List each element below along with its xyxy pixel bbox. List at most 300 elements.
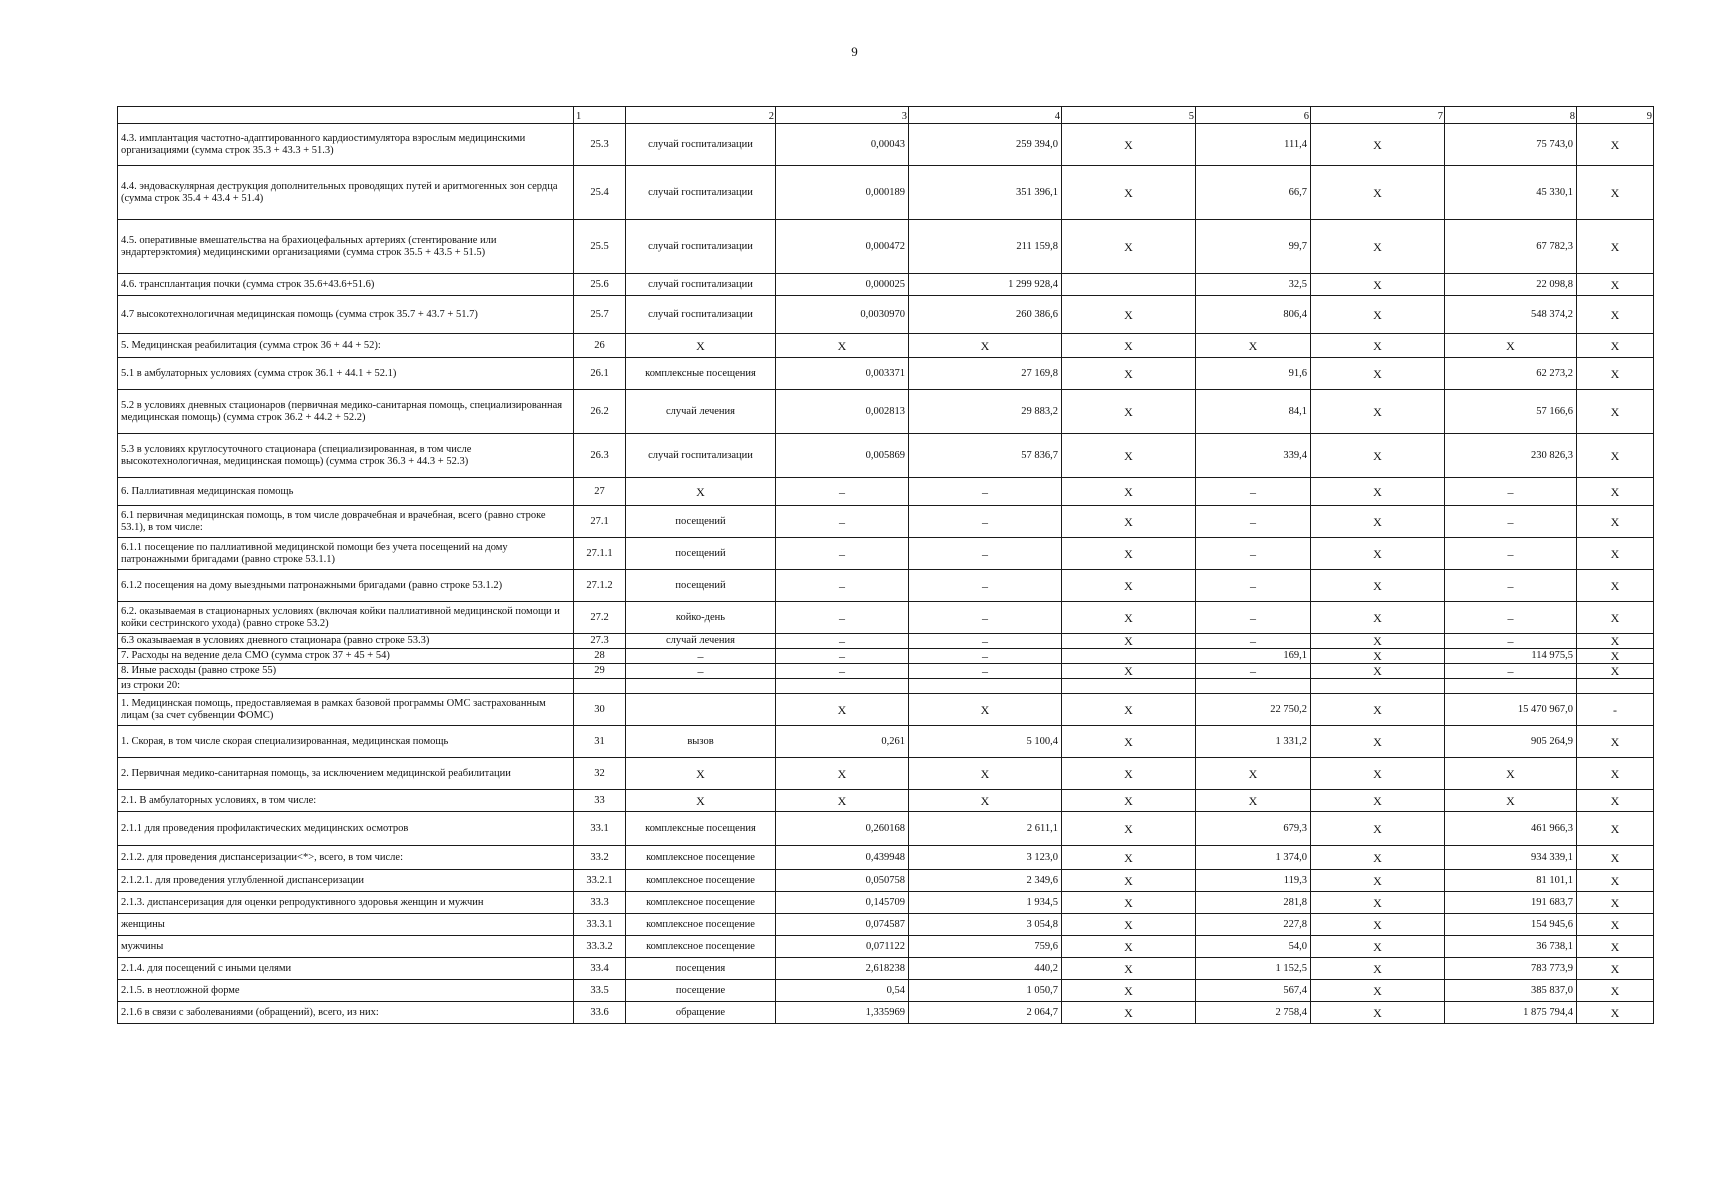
row-col4-cell: [909, 679, 1062, 694]
row-col6-cell: 1 374,0: [1196, 846, 1311, 870]
column-header: 3: [776, 107, 909, 124]
row-unit-cell: посещений: [626, 538, 776, 570]
row-col9-cell: Х: [1577, 870, 1654, 892]
row-name-cell: 5.3 в условиях круглосуточного стационара (специализированная, в том числе высокотехнологичная, медицинская помощь) (сумма строк 36.3 + 44.3 + 52.3): [118, 434, 574, 478]
row-col7-cell: Х: [1311, 846, 1445, 870]
row-name-cell: 2.1.1 для проведения профилактических медицинских осмотров: [118, 812, 574, 846]
row-col8-cell: 385 837,0: [1445, 980, 1577, 1002]
row-col7-cell: Х: [1311, 602, 1445, 634]
row-col9-cell: Х: [1577, 980, 1654, 1002]
row-col4-cell: 29 883,2: [909, 390, 1062, 434]
row-col7-cell: Х: [1311, 870, 1445, 892]
row-code-cell: 27.2: [574, 602, 626, 634]
row-code-cell: 27.1: [574, 506, 626, 538]
row-col9-cell: -: [1577, 694, 1654, 726]
row-name-cell: 1. Скорая, в том числе скорая специализированная, медицинская помощь: [118, 726, 574, 758]
row-col4-cell: Х: [909, 758, 1062, 790]
row-col3-cell: Х: [776, 758, 909, 790]
table-row: [118, 679, 1654, 694]
table-row: [118, 870, 1654, 892]
row-code-cell: 27.1.1: [574, 538, 626, 570]
row-unit-cell: комплексное посещение: [626, 870, 776, 892]
row-code-cell: 33.6: [574, 1002, 626, 1024]
row-col9-cell: Х: [1577, 758, 1654, 790]
row-col8-cell: –: [1445, 664, 1577, 679]
row-col8-cell: 191 683,7: [1445, 892, 1577, 914]
column-header: 1: [574, 107, 626, 124]
column-header: 4: [909, 107, 1062, 124]
row-col4-cell: 1 050,7: [909, 980, 1062, 1002]
row-col5-cell: Х: [1062, 434, 1196, 478]
row-col6-cell: 54,0: [1196, 936, 1311, 958]
row-col8-cell: –: [1445, 506, 1577, 538]
row-col3-cell: –: [776, 570, 909, 602]
row-col3-cell: –: [776, 478, 909, 506]
row-col8-cell: Х: [1445, 334, 1577, 358]
column-header: 5: [1062, 107, 1196, 124]
row-col3-cell: –: [776, 649, 909, 664]
table-row: [118, 958, 1654, 980]
row-col9-cell: Х: [1577, 812, 1654, 846]
row-name-cell: 2.1.3. диспансеризация для оценки репродуктивного здоровья женщин и мужчин: [118, 892, 574, 914]
row-col4-cell: 27 169,8: [909, 358, 1062, 390]
row-col5-cell: Х: [1062, 936, 1196, 958]
row-col3-cell: –: [776, 602, 909, 634]
row-col8-cell: Х: [1445, 790, 1577, 812]
row-col3-cell: 0,050758: [776, 870, 909, 892]
row-col3-cell: 0,54: [776, 980, 909, 1002]
row-col9-cell: Х: [1577, 846, 1654, 870]
row-col9-cell: Х: [1577, 358, 1654, 390]
row-unit-cell: комплексное посещение: [626, 846, 776, 870]
row-col7-cell: [1311, 679, 1445, 694]
table-row: [118, 390, 1654, 434]
row-unit-cell: случай госпитализации: [626, 274, 776, 296]
row-col7-cell: Х: [1311, 334, 1445, 358]
row-name-cell: 2.1. В амбулаторных условиях, в том числе:: [118, 790, 574, 812]
row-col3-cell: Х: [776, 790, 909, 812]
row-col5-cell: Х: [1062, 958, 1196, 980]
row-col8-cell: 62 273,2: [1445, 358, 1577, 390]
table-row: [118, 220, 1654, 274]
row-code-cell: 25.3: [574, 124, 626, 166]
row-name-cell: 6. Паллиативная медицинская помощь: [118, 478, 574, 506]
row-code-cell: 25.5: [574, 220, 626, 274]
row-name-cell: 2.1.2.1. для проведения углубленной диспансеризации: [118, 870, 574, 892]
row-col4-cell: 2 064,7: [909, 1002, 1062, 1024]
row-col5-cell: Х: [1062, 570, 1196, 602]
row-name-cell: 2.1.4. для посещений с иными целями: [118, 958, 574, 980]
column-header: 7: [1311, 107, 1445, 124]
row-unit-cell: посещение: [626, 980, 776, 1002]
table-row: [118, 726, 1654, 758]
row-col7-cell: Х: [1311, 220, 1445, 274]
row-name-cell: 8. Иные расходы (равно строке 55): [118, 664, 574, 679]
row-unit-cell: комплексное посещение: [626, 936, 776, 958]
row-unit-cell: случай госпитализации: [626, 220, 776, 274]
row-col9-cell: Х: [1577, 649, 1654, 664]
row-col7-cell: Х: [1311, 570, 1445, 602]
row-code-cell: 33.1: [574, 812, 626, 846]
row-name-cell: 6.1.2 посещения на дому выездными патронажными бригадами (равно строке 53.1.2): [118, 570, 574, 602]
row-col9-cell: Х: [1577, 334, 1654, 358]
row-col8-cell: 15 470 967,0: [1445, 694, 1577, 726]
table-row: [118, 649, 1654, 664]
row-name-cell: 2.1.5. в неотложной форме: [118, 980, 574, 1002]
row-col3-cell: 0,00043: [776, 124, 909, 166]
row-col7-cell: Х: [1311, 166, 1445, 220]
row-unit-cell: Х: [626, 758, 776, 790]
table-row: [118, 334, 1654, 358]
row-name-cell: 2. Первичная медико-санитарная помощь, за исключением медицинской реабилитации: [118, 758, 574, 790]
column-header: 2: [626, 107, 776, 124]
row-col3-cell: 0,439948: [776, 846, 909, 870]
row-col3-cell: 0,0030970: [776, 296, 909, 334]
row-col8-cell: 154 945,6: [1445, 914, 1577, 936]
row-col4-cell: 260 386,6: [909, 296, 1062, 334]
row-col3-cell: Х: [776, 694, 909, 726]
row-col5-cell: Х: [1062, 124, 1196, 166]
row-col6-cell: 1 331,2: [1196, 726, 1311, 758]
row-col4-cell: 759,6: [909, 936, 1062, 958]
row-col7-cell: Х: [1311, 538, 1445, 570]
row-col6-cell: –: [1196, 634, 1311, 649]
row-name-cell: 2.1.6 в связи с заболеваниями (обращений), всего, из них:: [118, 1002, 574, 1024]
row-col4-cell: Х: [909, 694, 1062, 726]
row-col7-cell: Х: [1311, 506, 1445, 538]
row-name-cell: 7. Расходы на ведение дела СМО (сумма строк 37 + 45 + 54): [118, 649, 574, 664]
row-col3-cell: [776, 679, 909, 694]
row-unit-cell: посещений: [626, 570, 776, 602]
table-row: [118, 936, 1654, 958]
row-col9-cell: Х: [1577, 726, 1654, 758]
row-code-cell: 32: [574, 758, 626, 790]
row-col7-cell: Х: [1311, 694, 1445, 726]
row-unit-cell: вызов: [626, 726, 776, 758]
row-code-cell: 30: [574, 694, 626, 726]
row-name-cell: 4.5. оперативные вмешательства на брахиоцефальных артериях (стентирование или эндартерэктомия) медицинскими организациями (сумма строк 35.5 + 43.5 + 51.5): [118, 220, 574, 274]
table-row: [118, 478, 1654, 506]
row-code-cell: [574, 679, 626, 694]
table-row: [118, 1002, 1654, 1024]
row-col9-cell: Х: [1577, 1002, 1654, 1024]
row-col8-cell: 114 975,5: [1445, 649, 1577, 664]
row-col6-cell: –: [1196, 478, 1311, 506]
row-unit-cell: случай госпитализации: [626, 434, 776, 478]
row-col9-cell: [1577, 679, 1654, 694]
row-col3-cell: 1,335969: [776, 1002, 909, 1024]
row-name-cell: 6.3 оказываемая в условиях дневного стационара (равно строке 53.3): [118, 634, 574, 649]
row-col7-cell: Х: [1311, 958, 1445, 980]
row-col5-cell: Х: [1062, 694, 1196, 726]
row-code-cell: 25.7: [574, 296, 626, 334]
table-row: [118, 602, 1654, 634]
row-name-cell: 6.1.1 посещение по паллиативной медицинской помощи без учета посещений на дому патронажными бригадами (равно строке 53.1.1): [118, 538, 574, 570]
row-name-cell: 4.3. имплантация частотно-адаптированного кардиостимулятора взрослым медицинскими организациями (сумма строк 35.3 + 43.3 + 51.3): [118, 124, 574, 166]
row-col3-cell: 0,000025: [776, 274, 909, 296]
row-col6-cell: [1196, 679, 1311, 694]
row-col9-cell: Х: [1577, 634, 1654, 649]
row-code-cell: 26.1: [574, 358, 626, 390]
table-row: [118, 694, 1654, 726]
row-col6-cell: –: [1196, 664, 1311, 679]
row-col5-cell: Х: [1062, 220, 1196, 274]
row-unit-cell: обращение: [626, 1002, 776, 1024]
row-col4-cell: 2 349,6: [909, 870, 1062, 892]
row-col5-cell: [1062, 649, 1196, 664]
row-col9-cell: Х: [1577, 390, 1654, 434]
row-col5-cell: Х: [1062, 296, 1196, 334]
row-col3-cell: –: [776, 634, 909, 649]
row-col5-cell: Х: [1062, 914, 1196, 936]
row-col4-cell: –: [909, 538, 1062, 570]
row-name-cell: из строки 20:: [118, 679, 574, 694]
table-row: [118, 570, 1654, 602]
row-code-cell: 26.2: [574, 390, 626, 434]
row-col7-cell: Х: [1311, 649, 1445, 664]
row-col7-cell: Х: [1311, 812, 1445, 846]
row-col5-cell: Х: [1062, 758, 1196, 790]
row-col4-cell: –: [909, 478, 1062, 506]
table-row: [118, 274, 1654, 296]
row-col6-cell: 2 758,4: [1196, 1002, 1311, 1024]
row-col9-cell: Х: [1577, 124, 1654, 166]
row-unit-cell: посещения: [626, 958, 776, 980]
row-code-cell: 33: [574, 790, 626, 812]
table-row: [118, 124, 1654, 166]
table-row: [118, 846, 1654, 870]
row-col4-cell: 1 934,5: [909, 892, 1062, 914]
row-col5-cell: [1062, 274, 1196, 296]
row-unit-cell: комплексные посещения: [626, 812, 776, 846]
row-col9-cell: Х: [1577, 538, 1654, 570]
row-col7-cell: Х: [1311, 790, 1445, 812]
row-col6-cell: 91,6: [1196, 358, 1311, 390]
row-col8-cell: 783 773,9: [1445, 958, 1577, 980]
row-col3-cell: –: [776, 664, 909, 679]
row-name-cell: 6.1 первичная медицинская помощь, в том числе доврачебная и врачебная, всего (равно строке 53.1), в том числе:: [118, 506, 574, 538]
row-unit-cell: Х: [626, 334, 776, 358]
row-col8-cell: –: [1445, 478, 1577, 506]
row-code-cell: 27.3: [574, 634, 626, 649]
row-col8-cell: 81 101,1: [1445, 870, 1577, 892]
row-unit-cell: случай госпитализации: [626, 124, 776, 166]
row-col5-cell: Х: [1062, 358, 1196, 390]
row-col5-cell: Х: [1062, 602, 1196, 634]
row-code-cell: 26.3: [574, 434, 626, 478]
row-col3-cell: 0,003371: [776, 358, 909, 390]
row-col9-cell: Х: [1577, 220, 1654, 274]
table-row: [118, 914, 1654, 936]
row-col7-cell: Х: [1311, 478, 1445, 506]
row-unit-cell: –: [626, 664, 776, 679]
column-header: 9: [1577, 107, 1654, 124]
row-col4-cell: 259 394,0: [909, 124, 1062, 166]
row-col9-cell: Х: [1577, 166, 1654, 220]
row-col5-cell: Х: [1062, 634, 1196, 649]
row-code-cell: 33.2: [574, 846, 626, 870]
row-code-cell: 33.3.2: [574, 936, 626, 958]
row-col5-cell: Х: [1062, 726, 1196, 758]
row-col5-cell: Х: [1062, 980, 1196, 1002]
row-name-cell: женщины: [118, 914, 574, 936]
row-col8-cell: 230 826,3: [1445, 434, 1577, 478]
row-unit-cell: Х: [626, 790, 776, 812]
row-unit-cell: комплексные посещения: [626, 358, 776, 390]
row-col6-cell: 339,4: [1196, 434, 1311, 478]
row-col9-cell: Х: [1577, 296, 1654, 334]
row-col3-cell: 0,074587: [776, 914, 909, 936]
row-col9-cell: Х: [1577, 790, 1654, 812]
row-col6-cell: 22 750,2: [1196, 694, 1311, 726]
row-col9-cell: Х: [1577, 506, 1654, 538]
row-code-cell: 27: [574, 478, 626, 506]
row-col9-cell: Х: [1577, 936, 1654, 958]
row-unit-cell: Х: [626, 478, 776, 506]
row-col6-cell: 32,5: [1196, 274, 1311, 296]
row-col4-cell: –: [909, 506, 1062, 538]
row-name-cell: мужчины: [118, 936, 574, 958]
table-row: [118, 664, 1654, 679]
row-col5-cell: Х: [1062, 790, 1196, 812]
row-name-cell: 5. Медицинская реабилитация (сумма строк 36 + 44 + 52):: [118, 334, 574, 358]
row-col8-cell: 1 875 794,4: [1445, 1002, 1577, 1024]
row-col6-cell: 281,8: [1196, 892, 1311, 914]
row-col7-cell: Х: [1311, 980, 1445, 1002]
row-col3-cell: 0,260168: [776, 812, 909, 846]
row-col7-cell: Х: [1311, 892, 1445, 914]
row-name-cell: 5.1 в амбулаторных условиях (сумма строк 36.1 + 44.1 + 52.1): [118, 358, 574, 390]
row-col9-cell: Х: [1577, 958, 1654, 980]
row-code-cell: 29: [574, 664, 626, 679]
row-col5-cell: Х: [1062, 812, 1196, 846]
row-col4-cell: –: [909, 602, 1062, 634]
row-col8-cell: 57 166,6: [1445, 390, 1577, 434]
row-col6-cell: –: [1196, 506, 1311, 538]
table-row: [118, 296, 1654, 334]
row-col4-cell: –: [909, 649, 1062, 664]
row-col6-cell: –: [1196, 570, 1311, 602]
row-unit-cell: –: [626, 649, 776, 664]
table-row: [118, 538, 1654, 570]
row-col6-cell: 1 152,5: [1196, 958, 1311, 980]
row-code-cell: 33.2.1: [574, 870, 626, 892]
table-row: [118, 358, 1654, 390]
row-col6-cell: 169,1: [1196, 649, 1311, 664]
header-row: [118, 107, 1654, 124]
row-col9-cell: Х: [1577, 274, 1654, 296]
row-code-cell: 28: [574, 649, 626, 664]
row-col8-cell: –: [1445, 538, 1577, 570]
row-col7-cell: Х: [1311, 274, 1445, 296]
row-col4-cell: 3 123,0: [909, 846, 1062, 870]
row-col7-cell: Х: [1311, 390, 1445, 434]
row-name-cell: 2.1.2. для проведения диспансеризации<*>, всего, в том числе:: [118, 846, 574, 870]
row-col9-cell: Х: [1577, 570, 1654, 602]
row-col3-cell: 0,000189: [776, 166, 909, 220]
row-col5-cell: Х: [1062, 892, 1196, 914]
row-col5-cell: Х: [1062, 506, 1196, 538]
row-name-cell: 1. Медицинская помощь, предоставляемая в рамках базовой программы ОМС застрахованным лицам (за счет субвенции ФОМС): [118, 694, 574, 726]
table-row: [118, 892, 1654, 914]
row-name-cell: 6.2. оказываемая в стационарных условиях (включая койки паллиативной медицинской помощи и койки сестринского ухода) (равно строке 53.2): [118, 602, 574, 634]
row-col9-cell: Х: [1577, 478, 1654, 506]
row-col5-cell: Х: [1062, 334, 1196, 358]
row-col3-cell: 0,145709: [776, 892, 909, 914]
column-header: 6: [1196, 107, 1311, 124]
row-col4-cell: 211 159,8: [909, 220, 1062, 274]
row-unit-cell: посещений: [626, 506, 776, 538]
row-code-cell: 26: [574, 334, 626, 358]
row-col8-cell: 67 782,3: [1445, 220, 1577, 274]
row-code-cell: 33.3: [574, 892, 626, 914]
row-unit-cell: случай госпитализации: [626, 166, 776, 220]
row-col6-cell: –: [1196, 602, 1311, 634]
row-col6-cell: Х: [1196, 334, 1311, 358]
row-col7-cell: Х: [1311, 358, 1445, 390]
row-col7-cell: Х: [1311, 296, 1445, 334]
row-col8-cell: 45 330,1: [1445, 166, 1577, 220]
row-col6-cell: –: [1196, 538, 1311, 570]
row-col5-cell: Х: [1062, 1002, 1196, 1024]
row-col3-cell: –: [776, 538, 909, 570]
row-col7-cell: Х: [1311, 726, 1445, 758]
column-header: 8: [1445, 107, 1577, 124]
row-col9-cell: Х: [1577, 914, 1654, 936]
row-col8-cell: –: [1445, 602, 1577, 634]
table-row: [118, 434, 1654, 478]
column-header: [118, 107, 574, 124]
row-col5-cell: Х: [1062, 538, 1196, 570]
table-row: [118, 790, 1654, 812]
table-row: [118, 758, 1654, 790]
row-col9-cell: Х: [1577, 892, 1654, 914]
row-col7-cell: Х: [1311, 1002, 1445, 1024]
row-col8-cell: 905 264,9: [1445, 726, 1577, 758]
row-col8-cell: [1445, 679, 1577, 694]
row-col7-cell: Х: [1311, 434, 1445, 478]
row-col5-cell: Х: [1062, 478, 1196, 506]
row-col4-cell: 440,2: [909, 958, 1062, 980]
row-name-cell: 4.6. трансплантация почки (сумма строк 35.6+43.6+51.6): [118, 274, 574, 296]
row-col3-cell: –: [776, 506, 909, 538]
row-col8-cell: 75 743,0: [1445, 124, 1577, 166]
row-col8-cell: –: [1445, 634, 1577, 649]
row-col4-cell: –: [909, 634, 1062, 649]
row-col4-cell: 57 836,7: [909, 434, 1062, 478]
row-col5-cell: Х: [1062, 390, 1196, 434]
row-unit-cell: койко-день: [626, 602, 776, 634]
row-col3-cell: 0,261: [776, 726, 909, 758]
row-name-cell: 4.7 высокотехнологичная медицинская помощь (сумма строк 35.7 + 43.7 + 51.7): [118, 296, 574, 334]
row-col4-cell: 351 396,1: [909, 166, 1062, 220]
row-col9-cell: Х: [1577, 664, 1654, 679]
table-row: [118, 980, 1654, 1002]
row-col4-cell: 3 054,8: [909, 914, 1062, 936]
row-col5-cell: Х: [1062, 664, 1196, 679]
row-col4-cell: 1 299 928,4: [909, 274, 1062, 296]
row-col3-cell: 0,002813: [776, 390, 909, 434]
row-col7-cell: Х: [1311, 124, 1445, 166]
row-code-cell: 25.6: [574, 274, 626, 296]
row-col7-cell: Х: [1311, 634, 1445, 649]
row-col6-cell: 806,4: [1196, 296, 1311, 334]
row-col3-cell: 2,618238: [776, 958, 909, 980]
row-col3-cell: 0,000472: [776, 220, 909, 274]
row-code-cell: 33.4: [574, 958, 626, 980]
row-col8-cell: 548 374,2: [1445, 296, 1577, 334]
row-col6-cell: 119,3: [1196, 870, 1311, 892]
